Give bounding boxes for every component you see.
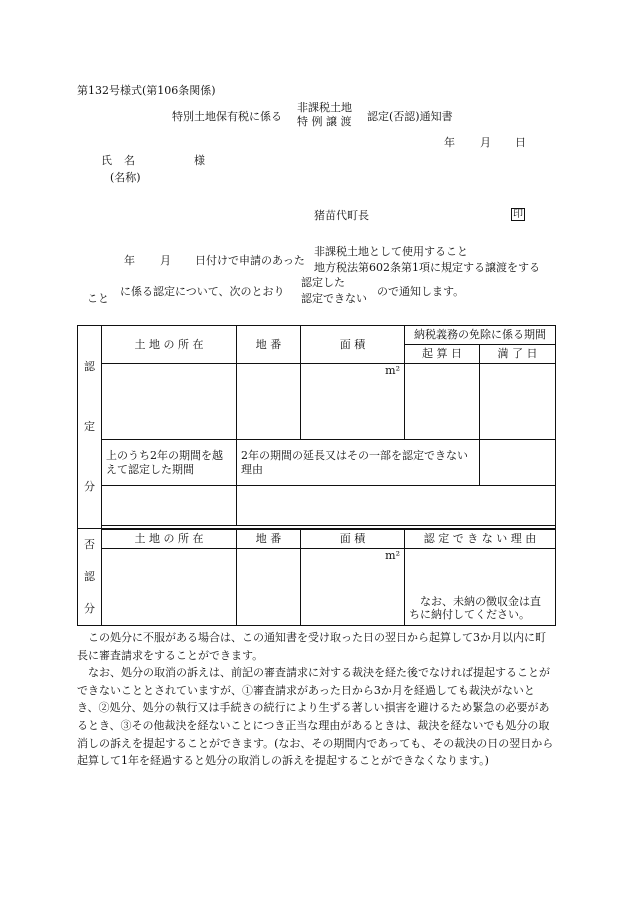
cell-lot-number	[237, 364, 301, 440]
cell-extension-reason	[237, 486, 556, 526]
cell-reason-blank	[480, 440, 556, 486]
appeal-paragraph-2: なお、処分の取消の訴えは、前記の審査請求に対する裁決を経た後でなければ提起することができないこととされていますが、①審査請求があった日から3か月を経過しても裁決がないとき、②処分、処分の執行又は手続きの続行により生ずる著しい損害を避けるため緊急の必要があるとき、③その他裁決を経ないことにつき正当な理由があるときは、裁決を経ないでも処分の取消しの訴えを提起することができます。(なお、その期間内であっても、その裁決の日の翌日から起算して1年を経過すると処分の取消しの訴えを提起することができなくなります。)	[77, 666, 554, 768]
approved-char-2: 定	[84, 420, 95, 433]
title-prefix: 特別土地保有税に係る	[172, 110, 282, 123]
header-exempt-period: 納税義務の免除に係る期間	[405, 326, 556, 345]
denied-header-lot-number: 地 番	[237, 529, 301, 549]
date-day-label: 日	[515, 136, 526, 149]
seal-text: 印	[513, 209, 523, 220]
label-extension-reason: 2年の期間の延長又はその一部を認定できない理由	[237, 440, 480, 486]
header-start-date: 起 算 日	[405, 345, 480, 364]
form-number: 第132号様式(第106条関係)	[77, 84, 216, 97]
body-result-approved: 認定した	[301, 276, 345, 289]
body-year: 年	[124, 254, 135, 267]
certification-table	[77, 325, 556, 626]
header-area: 面 積	[301, 326, 405, 364]
body-applied: 日付けで申請のあった	[195, 254, 305, 267]
cell-start-date	[405, 364, 480, 440]
denied-char-3: 分	[84, 602, 95, 615]
approved-char-3: 分	[84, 480, 95, 493]
appeal-notice	[77, 629, 555, 770]
honorific-sama: 様	[194, 154, 205, 167]
approved-section-label	[78, 326, 102, 529]
date-month-label: 月	[480, 136, 491, 149]
issuer-title: 猪苗代町長	[314, 209, 369, 222]
cell-area-unit: m²	[301, 364, 405, 440]
body-notify: ので通知します。	[377, 285, 465, 298]
title-suffix: 認定(否認)通知書	[367, 110, 453, 123]
body-option-exempt-use: 非課税土地として使用すること	[314, 245, 468, 258]
body-month: 月	[160, 254, 171, 267]
denied-cell-location	[102, 549, 237, 626]
cell-end-date	[480, 364, 556, 440]
body-koto: こと	[87, 292, 109, 305]
header-end-date: 満 了 日	[480, 345, 556, 364]
seal-mark	[511, 207, 525, 221]
org-name-label: (名称)	[110, 171, 141, 184]
denied-char-2: 認	[84, 570, 95, 583]
denied-header-reason: 認 定 で き な い 理 由	[405, 529, 556, 549]
body-option-transfer: 地方税法第602条第1項に規定する譲渡をする	[314, 261, 540, 274]
name-label-2: 名	[124, 154, 135, 167]
header-location: 土 地 の 所 在	[102, 326, 237, 364]
denied-header-location: 土 地 の 所 在	[102, 529, 237, 549]
label-over-2-years: 上のうち2年の期間を越えて認定した期間	[102, 440, 237, 486]
unpaid-note: なお、未納の徴収金は直ちに納付してください。	[405, 549, 556, 626]
denied-cell-area-unit: m²	[301, 549, 405, 626]
denied-section-label	[78, 529, 102, 626]
name-label-1: 氏	[101, 154, 112, 167]
date-year-label: 年	[444, 136, 455, 149]
cell-location	[102, 364, 237, 440]
body-regarding: に係る認定について、次のとおり	[120, 285, 285, 298]
header-lot-number: 地 番	[237, 326, 301, 364]
denied-cell-lot-number	[237, 549, 301, 626]
cell-over-2-years	[102, 486, 237, 526]
appeal-paragraph-1: この処分に不服がある場合は、この通知書を受け取った日の翌日から起算して3か月以内に町長に審査請求をすることができます。	[77, 631, 546, 662]
denied-header-area: 面 積	[301, 529, 405, 549]
body-result-denied: 認定できない	[301, 292, 367, 305]
denied-char-1: 否	[84, 538, 95, 551]
title-option-special-transfer: 特 例 譲 渡	[297, 115, 352, 128]
title-option-exempt-land: 非課税土地	[297, 101, 352, 114]
approved-char-1: 認	[84, 360, 95, 373]
